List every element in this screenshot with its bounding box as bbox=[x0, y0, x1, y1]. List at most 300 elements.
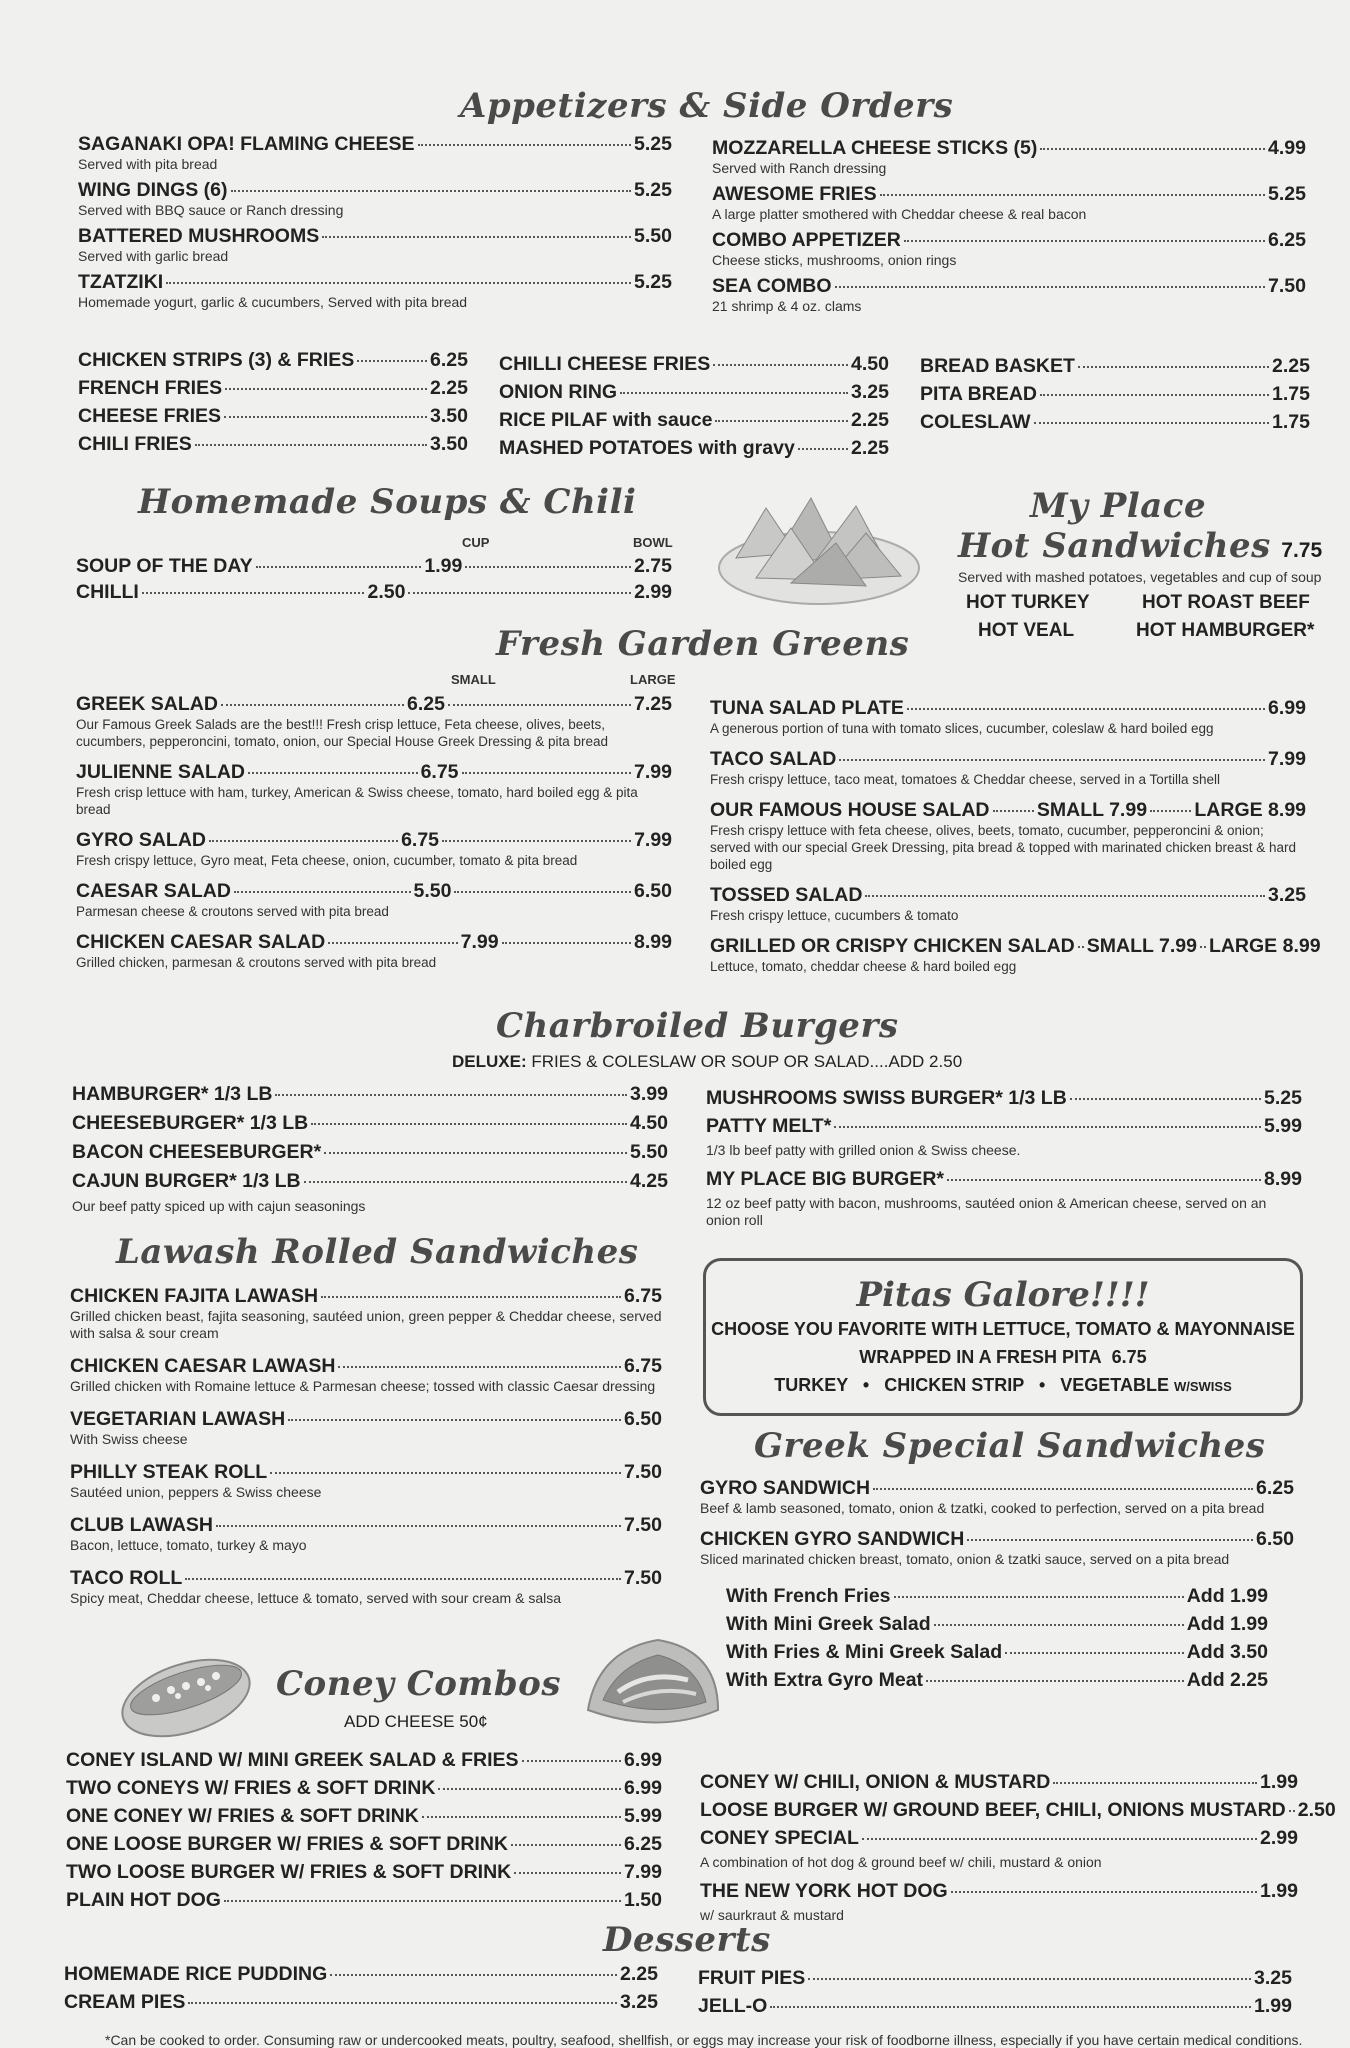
lawash-title: Lawash Rolled Sandwiches bbox=[116, 1232, 639, 1272]
menu-item bbox=[78, 270, 672, 294]
item-name: TOSSED SALAD bbox=[710, 884, 863, 906]
item-name: AWESOME FRIES bbox=[712, 183, 877, 205]
menu-item bbox=[700, 1798, 1336, 1822]
dot-leader bbox=[934, 1624, 1184, 1626]
dot-leader bbox=[1034, 422, 1270, 424]
item-price-small: 6.25 bbox=[407, 693, 445, 715]
menu-item bbox=[499, 352, 889, 376]
item-name: TWO LOOSE BURGER W/ FRIES & SOFT DRINK bbox=[66, 1861, 512, 1883]
dot-leader bbox=[462, 772, 632, 774]
item-description: Fresh crispy lettuce, taco meat, tomatoes & Cheddar cheese, served in a Tortilla shell bbox=[710, 772, 1220, 787]
coney-left-column bbox=[66, 1748, 662, 1916]
dot-leader bbox=[620, 392, 848, 394]
dot-leader bbox=[907, 708, 1265, 710]
menu-item bbox=[76, 580, 672, 604]
item-name: HOMEMADE RICE PUDDING bbox=[64, 1963, 328, 1985]
dot-leader bbox=[221, 704, 404, 706]
item-name: JELL-O bbox=[698, 1995, 768, 2017]
item-description: Grilled chicken with Romaine lettuce & Parmesan cheese; tossed with classic Caesar dressing bbox=[70, 1378, 656, 1394]
menu-item bbox=[72, 1082, 668, 1106]
hot-sandwiches-heading bbox=[958, 526, 1322, 566]
item-description: Homemade yogurt, garlic & cucumbers, Served with pita bread bbox=[78, 294, 468, 310]
item-price: 5.50 bbox=[630, 1141, 668, 1163]
item-description: Grilled chicken beast, fajita seasoning, sautéed union, green pepper & Cheddar cheese, served with salsa & sour cream bbox=[70, 1308, 662, 1341]
greek-addons-list bbox=[726, 1584, 1268, 1696]
dot-leader bbox=[330, 1974, 617, 1976]
item-price-small: SMALL 7.99 bbox=[1036, 799, 1148, 821]
dot-leader bbox=[304, 1181, 627, 1183]
item-name: PATTY MELT* bbox=[706, 1115, 832, 1137]
pitas-line-2-text: WRAPPED IN A FRESH PITA bbox=[859, 1347, 1102, 1367]
menu-item bbox=[76, 828, 672, 852]
item-name: BATTERED MUSHROOMS bbox=[78, 225, 320, 247]
item-name: CHILI FRIES bbox=[78, 433, 192, 455]
lawash-list bbox=[70, 1284, 662, 1619]
item-name: PLAIN HOT DOG bbox=[66, 1889, 221, 1911]
menu-item bbox=[78, 224, 672, 248]
item-price: 2.50 bbox=[1297, 1799, 1336, 1821]
item-name: CHICKEN GYRO SANDWICH bbox=[700, 1528, 965, 1550]
item-description: Grilled chicken, parmesan & croutons served with pita bread bbox=[76, 955, 437, 970]
item-price: Add 1.99 bbox=[1186, 1613, 1268, 1635]
item-price: 4.25 bbox=[630, 1170, 668, 1192]
item-name: TUNA SALAD PLATE bbox=[710, 697, 904, 719]
pitas-price: 6.75 bbox=[1111, 1347, 1147, 1367]
dot-leader bbox=[465, 566, 631, 568]
dot-leader bbox=[216, 1525, 621, 1527]
item-price: 5.50 bbox=[634, 225, 672, 247]
item-name: MY PLACE BIG BURGER* bbox=[706, 1168, 944, 1190]
menu-item bbox=[712, 136, 1306, 160]
item-price-cup: 1.99 bbox=[424, 555, 463, 577]
menu-item bbox=[499, 408, 889, 432]
menu-item bbox=[76, 760, 672, 784]
item-price: 6.25 bbox=[624, 1833, 662, 1855]
soups-bowl-label: BOWL bbox=[633, 535, 673, 550]
item-price-large: LARGE 8.99 bbox=[1208, 935, 1321, 957]
item-name: CONEY ISLAND W/ MINI GREEK SALAD & FRIES bbox=[66, 1749, 519, 1771]
menu-item bbox=[712, 182, 1306, 206]
item-price-bowl: 2.99 bbox=[634, 581, 673, 603]
item-description: With Swiss cheese bbox=[70, 1431, 188, 1447]
dot-leader bbox=[438, 1788, 621, 1790]
dot-leader bbox=[188, 2002, 617, 2004]
menu-item bbox=[710, 696, 1306, 720]
item-name: ONE LOOSE BURGER W/ FRIES & SOFT DRINK bbox=[66, 1833, 509, 1855]
dot-leader bbox=[321, 1296, 621, 1298]
menu-item bbox=[700, 1527, 1294, 1551]
menu-item bbox=[72, 1111, 668, 1135]
item-description: Fresh crisp lettuce with ham, turkey, American & Swiss cheese, tomato, hard boiled egg & pita bread bbox=[76, 785, 638, 817]
item-name: JULIENNE SALAD bbox=[76, 761, 246, 783]
item-price: 2.25 bbox=[851, 437, 889, 459]
item-price: 5.25 bbox=[634, 271, 672, 293]
item-price: 1.75 bbox=[1272, 411, 1310, 433]
item-description: A large platter smothered with Cheddar cheese & real bacon bbox=[712, 206, 1087, 222]
item-description: Bacon, lettuce, tomato, turkey & mayo bbox=[70, 1537, 307, 1553]
burgers-right-column bbox=[706, 1086, 1302, 1237]
menu-item bbox=[66, 1776, 662, 1800]
item-price: 3.50 bbox=[430, 405, 468, 427]
menu-item bbox=[78, 348, 468, 372]
item-price: Add 1.99 bbox=[1186, 1585, 1268, 1607]
item-name: FRENCH FRIES bbox=[78, 377, 223, 399]
menu-item bbox=[66, 1832, 662, 1856]
item-description: Sliced marinated chicken breast, tomato, onion & tzatki sauce, served on a pita bread bbox=[700, 1551, 1230, 1567]
item-name: SAGANAKI OPA! FLAMING CHEESE bbox=[78, 133, 415, 155]
appetizers-left-column bbox=[78, 132, 672, 316]
item-description: Served with Ranch dressing bbox=[712, 160, 887, 176]
item-price: 5.25 bbox=[1264, 1087, 1302, 1109]
dot-leader bbox=[770, 2006, 1251, 2008]
item-name: CLUB LAWASH bbox=[70, 1514, 213, 1536]
item-name: THE NEW YORK HOT DOG bbox=[700, 1880, 948, 1902]
dot-leader bbox=[322, 236, 631, 238]
item-name: CHICKEN STRIPS (3) & FRIES bbox=[78, 349, 355, 371]
item-price: 1.50 bbox=[624, 1889, 662, 1911]
item-price: 7.50 bbox=[624, 1461, 662, 1483]
item-name: SOUP OF THE DAY bbox=[76, 555, 253, 577]
item-price-small: 6.75 bbox=[401, 829, 440, 851]
item-price: 1.75 bbox=[1272, 383, 1310, 405]
item-name: RICE PILAF with sauce bbox=[499, 409, 713, 431]
item-price-large: 7.99 bbox=[634, 829, 673, 851]
item-name: BACON CHEESEBURGER* bbox=[72, 1141, 322, 1163]
desserts-left-column bbox=[64, 1962, 658, 2018]
dot-leader bbox=[195, 444, 427, 446]
item-name: With French Fries bbox=[726, 1585, 891, 1607]
deluxe-label: DELUXE: bbox=[452, 1052, 527, 1071]
item-name: CHEESEBURGER* 1/3 LB bbox=[72, 1112, 309, 1134]
deluxe-line bbox=[452, 1052, 962, 1072]
dot-leader bbox=[288, 1419, 621, 1421]
hot-sandwiches-title-2: Hot Sandwiches bbox=[958, 526, 1271, 566]
item-price-small: 5.50 bbox=[413, 880, 452, 902]
dot-leader bbox=[1053, 1782, 1257, 1784]
item-description: A generous portion of tuna with tomato slices, cucumber, coleslaw & hard boiled egg bbox=[710, 721, 1214, 736]
menu-item bbox=[78, 432, 468, 456]
item-price: 7.99 bbox=[624, 1861, 662, 1883]
pita-chicken-strip: CHICKEN STRIP bbox=[884, 1375, 1024, 1395]
menu-item bbox=[706, 1167, 1302, 1191]
item-name: CHICKEN CAESAR SALAD bbox=[76, 931, 326, 953]
item-price: 6.25 bbox=[1256, 1477, 1294, 1499]
menu-item bbox=[76, 554, 672, 578]
burgers-left-column bbox=[72, 1082, 668, 1221]
item-description: Spicy meat, Cheddar cheese, lettuce & tomato, served with sour cream & salsa bbox=[70, 1590, 562, 1606]
item-name: CONEY SPECIAL bbox=[700, 1827, 859, 1849]
dot-leader bbox=[142, 592, 365, 594]
item-description: 21 shrimp & 4 oz. clams bbox=[712, 298, 862, 314]
coney-right-column bbox=[700, 1770, 1336, 1932]
item-price-large: 8.99 bbox=[634, 931, 672, 953]
item-price: 6.99 bbox=[624, 1749, 662, 1771]
dot-leader bbox=[1289, 1810, 1295, 1812]
menu-item bbox=[698, 1966, 1292, 1990]
menu-item bbox=[70, 1460, 662, 1484]
greens-large-label: LARGE bbox=[630, 672, 676, 687]
menu-item bbox=[78, 132, 672, 156]
item-name: MOZZARELLA CHEESE STICKS (5) bbox=[712, 137, 1038, 159]
item-price: 5.99 bbox=[624, 1805, 662, 1827]
item-name: PHILLY STEAK ROLL bbox=[70, 1461, 268, 1483]
dot-leader bbox=[808, 1978, 1251, 1980]
menu-item bbox=[70, 1284, 662, 1308]
item-price: 6.75 bbox=[624, 1285, 662, 1307]
dot-leader bbox=[834, 1126, 1261, 1128]
menu-item bbox=[66, 1748, 662, 1772]
item-description: Fresh crispy lettuce, Gyro meat, Feta cheese, onion, cucumber, tomato & pita bread bbox=[76, 853, 578, 868]
dot-leader bbox=[275, 1094, 627, 1096]
dot-leader bbox=[993, 810, 1034, 812]
item-price: 3.50 bbox=[430, 433, 468, 455]
item-price: 6.75 bbox=[624, 1355, 662, 1377]
dot-leader bbox=[209, 840, 398, 842]
dot-leader bbox=[231, 190, 632, 192]
item-price: 7.99 bbox=[1268, 748, 1306, 770]
pitas-line-2 bbox=[706, 1343, 1300, 1371]
item-name: GYRO SANDWICH bbox=[700, 1477, 871, 1499]
menu-item bbox=[710, 883, 1306, 907]
item-price-large: 6.50 bbox=[634, 880, 672, 902]
dot-leader bbox=[835, 286, 1266, 288]
item-description: 12 oz beef patty with bacon, mushrooms, sautéed onion & American cheese, served on an onion roll bbox=[706, 1195, 1267, 1228]
item-price: 3.99 bbox=[630, 1083, 668, 1105]
item-name: CONEY W/ CHILI, ONION & MUSTARD bbox=[700, 1771, 1051, 1793]
item-description: Fresh crispy lettuce with feta cheese, olives, beets, tomato, cucumber, pepperoncini & onion; served with our special Greek Dressing, pita bread & topped with marinated chicken breast & hard boiled egg bbox=[710, 823, 1297, 872]
appetizers-title: Appetizers & Side Orders bbox=[460, 86, 954, 126]
desserts-title: Desserts bbox=[603, 1920, 771, 1960]
menu-item bbox=[70, 1513, 662, 1537]
item-name: FRUIT PIES bbox=[698, 1967, 806, 1989]
sides-column-c bbox=[920, 354, 1310, 438]
sides-column-b bbox=[499, 352, 889, 464]
item-price: 6.50 bbox=[1256, 1528, 1294, 1550]
menu-item bbox=[66, 1888, 662, 1912]
item-price: 5.25 bbox=[1268, 183, 1306, 205]
greek-special-list bbox=[700, 1476, 1294, 1578]
item-description: Our beef patty spiced up with cajun seasonings bbox=[72, 1198, 366, 1214]
menu-item bbox=[64, 1990, 658, 2014]
appetizers-right-column bbox=[712, 136, 1306, 320]
item-price-large: 7.25 bbox=[634, 693, 672, 715]
item-price: 1.99 bbox=[1254, 1995, 1292, 2017]
item-name: With Fries & Mini Greek Salad bbox=[726, 1641, 1003, 1663]
item-price: 3.25 bbox=[1268, 884, 1306, 906]
item-name: CAJUN BURGER* 1/3 LB bbox=[72, 1170, 301, 1192]
dot-leader bbox=[1200, 946, 1206, 948]
pita-vegetable-note: W/SWISS bbox=[1173, 1379, 1232, 1394]
hot-sandwiches-price: 7.75 bbox=[1281, 539, 1323, 562]
dot-leader bbox=[442, 840, 631, 842]
item-price: 2.25 bbox=[1272, 355, 1310, 377]
item-price: 5.99 bbox=[1264, 1115, 1302, 1137]
soups-title: Homemade Soups & Chili bbox=[138, 482, 637, 522]
dot-leader bbox=[522, 1760, 622, 1762]
dot-leader bbox=[862, 1838, 1257, 1840]
dot-leader bbox=[713, 364, 848, 366]
menu-item bbox=[920, 354, 1310, 378]
item-name: MASHED POTATOES with gravy bbox=[499, 437, 795, 459]
menu-item bbox=[710, 934, 1321, 958]
menu-item bbox=[700, 1826, 1298, 1850]
dot-leader bbox=[798, 448, 848, 450]
greens-left-column bbox=[76, 692, 672, 981]
menu-item bbox=[76, 930, 672, 954]
dot-leader bbox=[1150, 810, 1191, 812]
coney-sub: ADD CHEESE 50¢ bbox=[344, 1712, 488, 1731]
dot-leader bbox=[926, 1680, 1184, 1682]
item-price: 6.25 bbox=[430, 349, 468, 371]
item-name: With Mini Greek Salad bbox=[726, 1613, 931, 1635]
dot-leader bbox=[947, 1179, 1261, 1181]
item-description: Served with garlic bread bbox=[78, 248, 229, 264]
item-description: 1/3 lb beef patty with grilled onion & Swiss cheese. bbox=[706, 1142, 1021, 1158]
menu-item bbox=[920, 382, 1310, 406]
item-price: 7.50 bbox=[624, 1567, 662, 1589]
menu-item bbox=[70, 1354, 662, 1378]
item-description: Beef & lamb seasoned, tomato, onion & tzatki, cooked to perfection, served on a pita bread bbox=[700, 1500, 1265, 1516]
menu-item bbox=[78, 404, 468, 428]
menu-item bbox=[726, 1612, 1268, 1636]
item-price: 5.25 bbox=[634, 133, 672, 155]
item-price: Add 3.50 bbox=[1186, 1641, 1268, 1663]
item-price: 5.25 bbox=[634, 179, 672, 201]
menu-item bbox=[700, 1770, 1298, 1794]
item-name: TZATZIKI bbox=[78, 271, 164, 293]
hot-sandwiches-desc: Served with mashed potatoes, vegetables and cup of soup bbox=[958, 569, 1322, 585]
item-price: 6.50 bbox=[624, 1408, 662, 1430]
dot-leader bbox=[185, 1578, 621, 1580]
dot-leader bbox=[311, 1123, 627, 1125]
item-price-small: SMALL 7.99 bbox=[1086, 935, 1197, 957]
item-price-cup: 2.50 bbox=[367, 581, 406, 603]
menu-item bbox=[66, 1860, 662, 1884]
item-price: Add 2.25 bbox=[1186, 1669, 1268, 1691]
item-price-bowl: 2.75 bbox=[634, 555, 672, 577]
menu-item bbox=[726, 1640, 1268, 1664]
pita-turkey: TURKEY bbox=[774, 1375, 848, 1395]
pita-vegetable: VEGETABLE bbox=[1060, 1375, 1169, 1395]
item-name: OUR FAMOUS HOUSE SALAD bbox=[710, 799, 990, 821]
pitas-box bbox=[703, 1258, 1303, 1416]
item-price: 3.25 bbox=[1254, 1967, 1292, 1989]
hot-sandwiches-title-1: My Place bbox=[1030, 486, 1207, 526]
item-name: LOOSE BURGER W/ GROUND BEEF, CHILI, ONIONS MUSTARD bbox=[700, 1799, 1286, 1821]
menu-item bbox=[70, 1407, 662, 1431]
dot-leader bbox=[357, 360, 427, 362]
hot-hamburger: HOT HAMBURGER* bbox=[1136, 620, 1315, 641]
item-price-large: 7.99 bbox=[634, 761, 672, 783]
deluxe-text: FRIES & COLESLAW OR SOUP OR SALAD....ADD 2.50 bbox=[526, 1052, 963, 1071]
item-name: CHILLI bbox=[76, 581, 139, 603]
greens-small-label: SMALL bbox=[451, 672, 496, 687]
dot-leader bbox=[715, 420, 848, 422]
dot-leader bbox=[270, 1472, 621, 1474]
menu-item bbox=[70, 1566, 662, 1590]
item-price: 7.50 bbox=[624, 1514, 662, 1536]
dot-leader bbox=[1078, 946, 1084, 948]
pitas-title: Pitas Galore!!!! bbox=[856, 1275, 1150, 1315]
dot-leader bbox=[1040, 148, 1265, 150]
item-name: WING DINGS (6) bbox=[78, 179, 228, 201]
pitas-options bbox=[706, 1371, 1300, 1401]
menu-item bbox=[499, 436, 889, 460]
item-price: 3.25 bbox=[620, 1991, 658, 2013]
dot-leader bbox=[166, 282, 631, 284]
item-name: BREAD BASKET bbox=[920, 355, 1075, 377]
item-price: 4.50 bbox=[851, 353, 889, 375]
dot-leader bbox=[408, 592, 631, 594]
menu-item bbox=[76, 692, 672, 716]
item-description: Fresh crispy lettuce, cucumbers & tomato bbox=[710, 908, 959, 923]
gyro-image bbox=[578, 1630, 728, 1740]
item-price: 2.25 bbox=[430, 377, 468, 399]
item-name: CHICKEN CAESAR LAWASH bbox=[70, 1355, 336, 1377]
dot-leader bbox=[839, 759, 1265, 761]
pita-bullet-2: • bbox=[1038, 1375, 1046, 1395]
item-price-small: 7.99 bbox=[460, 931, 499, 953]
greens-right-column bbox=[710, 696, 1321, 985]
dot-leader bbox=[224, 1900, 621, 1902]
footer-disclaimer: *Can be cooked to order. Consuming raw or undercooked meats, poultry, seafood, shellfish, or eggs may increase your risk of foodborne illness, especially if you have certain medical conditions. bbox=[105, 2032, 1303, 2048]
sides-column-a bbox=[78, 348, 468, 460]
item-price: 2.25 bbox=[851, 409, 889, 431]
item-name: COMBO APPETIZER bbox=[712, 229, 901, 251]
menu-item bbox=[712, 228, 1306, 252]
item-price-large: LARGE 8.99 bbox=[1194, 799, 1307, 821]
item-price: 1.99 bbox=[1260, 1880, 1298, 1902]
menu-item bbox=[706, 1086, 1302, 1110]
dot-leader bbox=[502, 942, 631, 944]
item-name: CREAM PIES bbox=[64, 1991, 186, 2013]
dot-leader bbox=[511, 1844, 621, 1846]
item-price: 6.99 bbox=[1268, 697, 1306, 719]
dot-leader bbox=[338, 1366, 621, 1368]
menu-item bbox=[706, 1114, 1302, 1138]
item-name: GYRO SALAD bbox=[76, 829, 207, 851]
greek-special-title: Greek Special Sandwiches bbox=[754, 1426, 1266, 1466]
dot-leader bbox=[225, 388, 427, 390]
item-name: TACO ROLL bbox=[70, 1567, 183, 1589]
item-name: MUSHROOMS SWISS BURGER* 1/3 LB bbox=[706, 1087, 1067, 1109]
item-price: 8.99 bbox=[1264, 1168, 1302, 1190]
item-description: Served with pita bread bbox=[78, 156, 218, 172]
dot-leader bbox=[514, 1872, 621, 1874]
dot-leader bbox=[422, 1816, 621, 1818]
item-price: 3.25 bbox=[851, 381, 889, 403]
item-name: ONION RING bbox=[499, 381, 618, 403]
soups-cup-label: CUP bbox=[462, 535, 490, 550]
dot-leader bbox=[248, 772, 418, 774]
item-description: Cheese sticks, mushrooms, onion rings bbox=[712, 252, 957, 268]
menu-item bbox=[700, 1879, 1298, 1903]
dot-leader bbox=[234, 891, 411, 893]
coney-title: Coney Combos bbox=[276, 1664, 561, 1704]
item-description: Parmesan cheese & croutons served with pita bread bbox=[76, 904, 389, 919]
hot-veal: HOT VEAL bbox=[978, 620, 1075, 641]
item-price: 6.99 bbox=[624, 1777, 662, 1799]
item-description: Lettuce, tomato, cheddar cheese & hard boiled egg bbox=[710, 959, 1017, 974]
item-description: Served with BBQ sauce or Ranch dressing bbox=[78, 202, 344, 218]
desserts-right-column bbox=[698, 1966, 1292, 2022]
dot-leader bbox=[324, 1152, 627, 1154]
dot-leader bbox=[1070, 1098, 1261, 1100]
item-price: 7.50 bbox=[1268, 275, 1306, 297]
menu-item bbox=[78, 178, 672, 202]
hot-roast-beef: HOT ROAST BEEF bbox=[1142, 592, 1310, 613]
burgers-title bbox=[496, 1006, 899, 1046]
